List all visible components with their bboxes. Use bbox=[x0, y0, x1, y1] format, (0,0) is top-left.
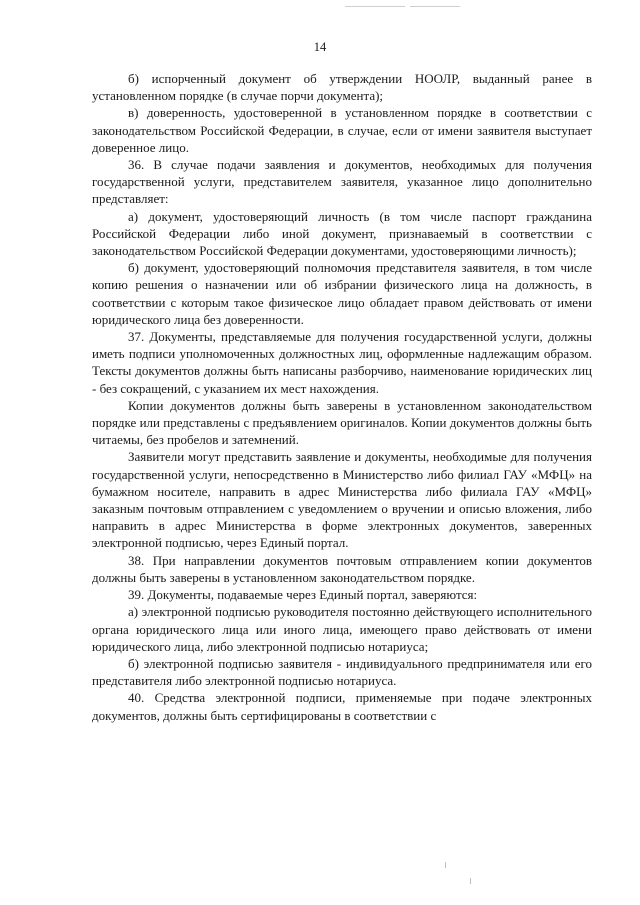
paragraph-39-a: а) электронной подписью руководителя постоянно действующего исполнительного органа юридического лица или иного лица, имеющего право действовать от имени юридического лица, либо электронной подписью нотариуса; bbox=[92, 604, 592, 654]
document-body bbox=[92, 70, 592, 724]
paragraph-submission: Заявители могут представить заявление и документы, необходимые для получения государственной услуги, непосредственно в Министерство либо филиал ГАУ «МФЦ» на бумажном носителе, направить в адрес Министерства либо филиала ГАУ «МФЦ» заказным почтовым отправлением с уведомлением о вручении и описью вложения, либо направить в адрес Министерства в форме электронных документов, заверенных электронной подписью, через Единый портал. bbox=[92, 449, 592, 551]
paragraph-38: 38. При направлении документов почтовым отправлением копии документов должны быть заверены в установленном законодательством порядке. bbox=[92, 552, 592, 585]
paragraph-37: 37. Документы, представляемые для получения государственной услуги, должны иметь подписи уполномоченных должностных лиц, оформленные надлежащим образом. Тексты документов должны быть написаны разборчиво, наименование юридических лиц - без сокращений, с указанием их мест нахождения. bbox=[92, 329, 592, 396]
paragraph-40: 40. Средства электронной подписи, применяемые при подаче электронных документов, должны быть сертифицированы в соответствии с bbox=[92, 690, 592, 723]
paragraph-copies: Копии документов должны быть заверены в установленном законодательством порядке или представлены с предъявлением оригиналов. Копии документов должны быть читаемы, без пробелов и затемнений. bbox=[92, 397, 592, 448]
paragraph-39: 39. Документы, подаваемые через Единый портал, заверяются: bbox=[128, 587, 478, 603]
scan-artifact bbox=[445, 862, 446, 868]
paragraph-36-a: а) документ, удостоверяющий личность (в том числе паспорт гражданина Российской Федерации либо иной документ, признаваемый в соответствии с законодательством Российской Федерации документами, удостоверяющими личность); bbox=[92, 208, 592, 259]
paragraph-power-of-attorney: в) доверенность, удостоверенной в установленном порядке в соответствии с законодательством Российской Федерации, в случае, если от имени заявителя выступает доверенное лицо. bbox=[92, 105, 592, 155]
page-number: 14 bbox=[313, 40, 327, 54]
scan-artifact bbox=[410, 6, 460, 7]
paragraph-36: 36. В случае подачи заявления и документов, необходимых для получения государственной услуги, представителем заявителя, указанное лицо дополнительно представляет: bbox=[92, 157, 592, 207]
paragraph-39-b: б) электронной подписью заявителя - индивидуального предпринимателя или его представителя либо электронной подписью нотариуса. bbox=[92, 655, 592, 689]
scan-artifact bbox=[470, 878, 471, 884]
paragraph-spoiled-document: б) испорченный документ об утверждении НООЛР, выданный ранее в установленном порядке (в случае порчи документа); bbox=[92, 71, 592, 104]
paragraph-36-b: б) документ, удостоверяющий полномочия представителя заявителя, в том числе копию решения о назначении или об избрании физического лица на должность, в соответствии с которым такое физическое лицо обладает правом действовать от имени юридического лица без доверенности. bbox=[92, 260, 592, 327]
scan-artifact bbox=[345, 6, 405, 7]
